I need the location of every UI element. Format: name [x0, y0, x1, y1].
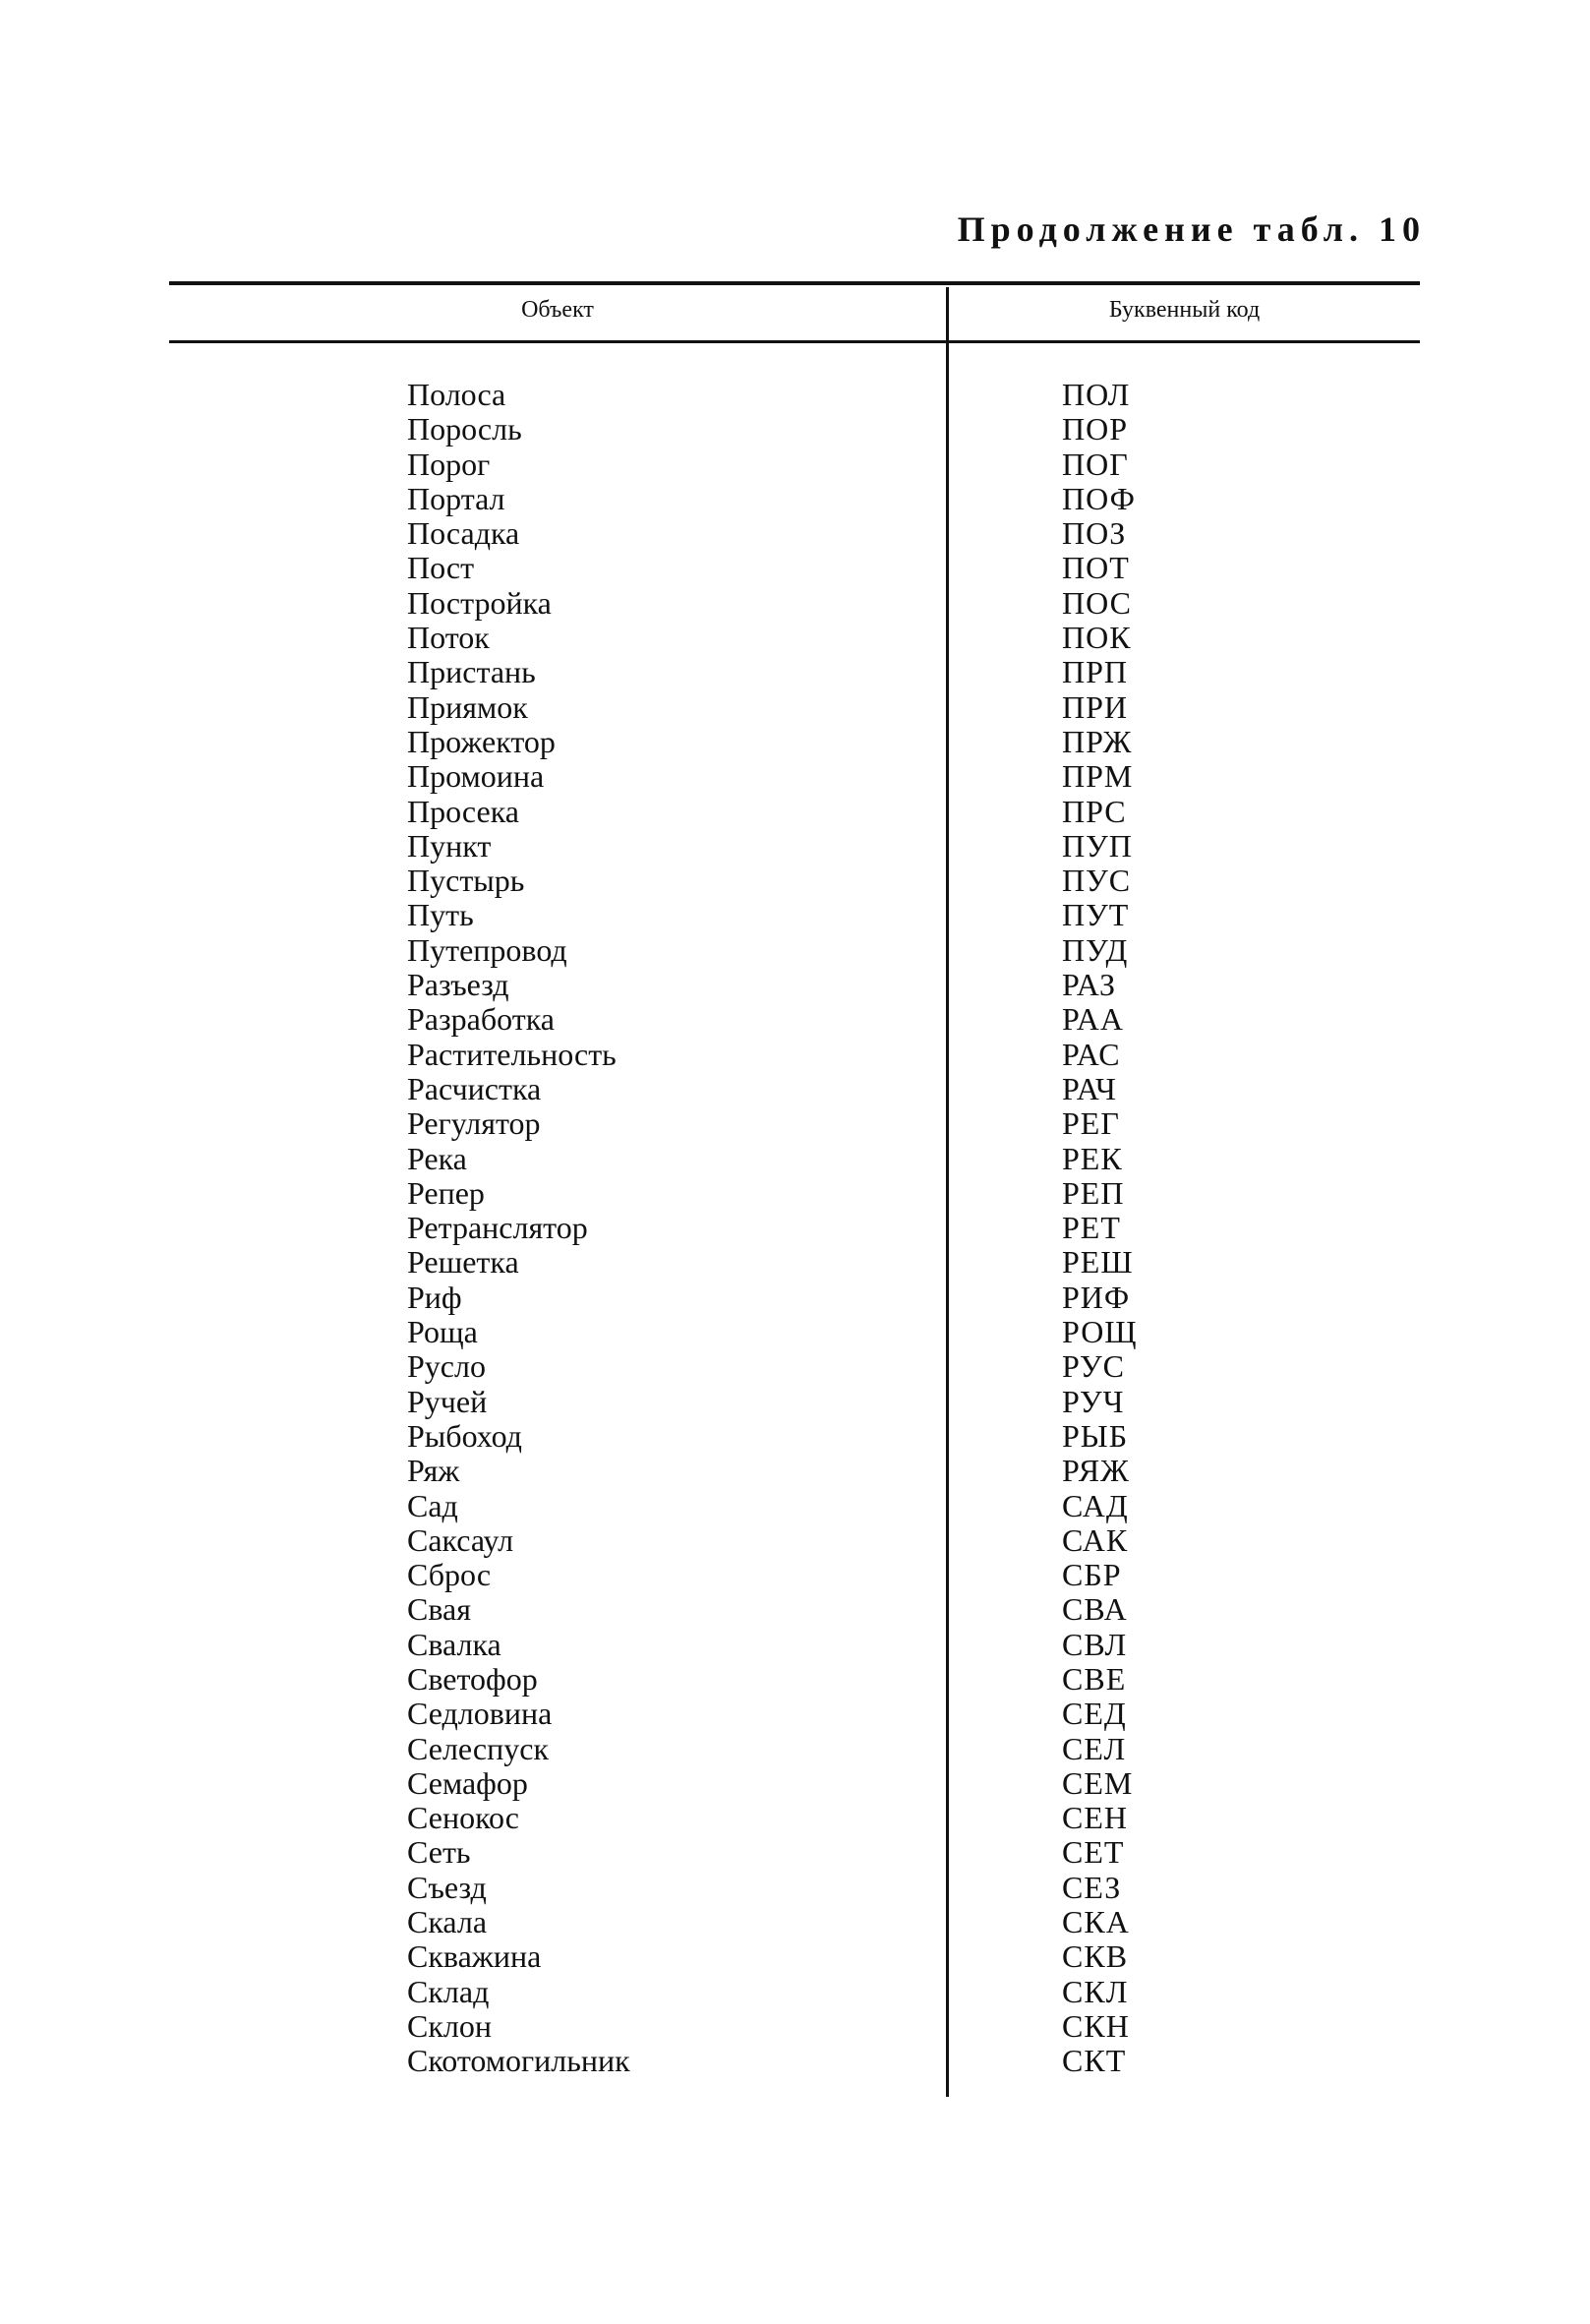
object-cell: Растительность: [407, 1036, 617, 1072]
code-cell: РЕК: [1062, 1140, 1123, 1176]
object-cell: Посадка: [407, 515, 520, 552]
code-cell: СКН: [1062, 2007, 1130, 2044]
object-cell: Порог: [407, 446, 491, 482]
code-cell: ПОЗ: [1062, 515, 1127, 552]
object-cell: Русло: [407, 1348, 486, 1385]
object-cell: Склон: [407, 2007, 492, 2044]
object-cell: Седловина: [407, 1696, 553, 1732]
table-header-rule: [169, 340, 1420, 343]
code-cell: СЕН: [1062, 1800, 1128, 1836]
code-cell: ПУС: [1062, 863, 1132, 899]
code-cell: РАЗ: [1062, 967, 1117, 1003]
code-cell: ПРИ: [1062, 688, 1129, 725]
code-cell: СВЕ: [1062, 1660, 1127, 1697]
object-cell: Рыбоход: [407, 1417, 522, 1454]
object-cell: Портал: [407, 480, 505, 516]
object-cell: Просека: [407, 793, 519, 829]
column-divider: [946, 287, 949, 2097]
code-cell: СБР: [1062, 1557, 1122, 1593]
code-cell: СВЛ: [1062, 1626, 1128, 1662]
object-cell: Регулятор: [407, 1105, 541, 1142]
object-cell: Саксаул: [407, 1521, 514, 1558]
object-cell: Скотомогильник: [407, 2043, 630, 2079]
code-cell: ПОГ: [1062, 446, 1129, 482]
code-cell: ПОР: [1062, 411, 1129, 447]
code-cell: ПОЛ: [1062, 377, 1131, 412]
object-column: [407, 378, 918, 2079]
code-cell: РЫБ: [1062, 1417, 1129, 1454]
object-cell: Расчистка: [407, 1070, 542, 1106]
header-object: Объект: [521, 297, 594, 323]
code-cell: ПОФ: [1062, 480, 1136, 516]
code-cell: РЕП: [1062, 1174, 1125, 1211]
code-cell: РЕШ: [1062, 1244, 1134, 1281]
code-cell: РАА: [1062, 1001, 1124, 1038]
code-cell: СЕТ: [1062, 1834, 1125, 1871]
object-cell: Семафор: [407, 1764, 528, 1801]
object-cell: Сад: [407, 1487, 458, 1523]
code-cell: ПРЖ: [1062, 723, 1133, 759]
object-cell: Ручей: [407, 1383, 488, 1419]
object-cell: Скала: [407, 1904, 488, 1940]
object-cell: Пристань: [407, 654, 536, 690]
object-cell: Решетка: [407, 1244, 519, 1281]
code-cell: ПРП: [1062, 654, 1129, 690]
object-cell: Свалка: [407, 1626, 501, 1662]
object-cell: Сенокос: [407, 1800, 519, 1836]
code-cell: РУЧ: [1062, 1383, 1125, 1419]
object-cell: Сброс: [407, 1557, 492, 1593]
code-cell: СЕЗ: [1062, 1869, 1122, 1905]
code-cell: СКА: [1062, 1904, 1130, 1940]
object-cell: Съезд: [407, 1869, 487, 1905]
code-cell: СЕМ: [1062, 1764, 1134, 1801]
object-cell: Скважина: [407, 1938, 542, 1975]
object-cell: Светофор: [407, 1660, 538, 1697]
object-cell: Приямок: [407, 688, 528, 725]
code-cell: СКТ: [1062, 2043, 1127, 2079]
object-cell: Ретранслятор: [407, 1210, 588, 1246]
object-cell: Путепровод: [407, 931, 567, 968]
object-cell: Путь: [407, 897, 474, 933]
object-cell: Пункт: [407, 827, 492, 864]
code-cell: ПОК: [1062, 620, 1132, 656]
code-cell: СКЛ: [1062, 1973, 1129, 2009]
object-cell: Река: [407, 1140, 467, 1176]
code-cell: ПОТ: [1062, 550, 1130, 586]
object-cell: Поток: [407, 620, 490, 656]
code-cell: САД: [1062, 1487, 1129, 1523]
object-cell: Свая: [407, 1591, 471, 1628]
code-cell: СВА: [1062, 1591, 1128, 1628]
code-cell: ПУТ: [1062, 897, 1130, 933]
object-cell: Селеспуск: [407, 1730, 549, 1766]
code-cell: РАЧ: [1062, 1070, 1117, 1106]
code-cell: СКВ: [1062, 1938, 1129, 1975]
table-top-rule: [169, 281, 1420, 285]
object-cell: Пост: [407, 550, 475, 586]
code-cell: ПУП: [1062, 827, 1133, 864]
object-cell: Роща: [407, 1314, 478, 1350]
object-cell: Прожектор: [407, 723, 556, 759]
object-cell: Постройка: [407, 584, 552, 621]
object-cell: Репер: [407, 1174, 485, 1211]
code-column: [1062, 378, 1357, 2079]
header-code: Буквенный код: [1108, 297, 1261, 323]
code-cell: ПРМ: [1062, 758, 1134, 795]
object-cell: Поросль: [407, 411, 522, 447]
code-cell: РАС: [1062, 1036, 1121, 1072]
code-cell: РИФ: [1062, 1279, 1131, 1315]
code-cell: ПРС: [1062, 793, 1127, 829]
code-cell: СЕЛ: [1062, 1730, 1127, 1766]
object-cell: Промоина: [407, 758, 545, 795]
table-caption: Продолжение табл. 10: [957, 209, 1426, 249]
code-cell: РОЩ: [1062, 1314, 1138, 1350]
code-cell: РЯЖ: [1062, 1453, 1130, 1489]
object-cell: Склад: [407, 1973, 490, 2009]
object-cell: Риф: [407, 1279, 462, 1315]
code-cell: РЕГ: [1062, 1105, 1120, 1142]
object-cell: Разработка: [407, 1001, 555, 1038]
code-cell: ПУД: [1062, 931, 1129, 968]
object-cell: Пустырь: [407, 863, 525, 899]
object-cell: Ряж: [407, 1453, 460, 1489]
code-cell: РЕТ: [1062, 1210, 1121, 1246]
object-cell: Сеть: [407, 1834, 471, 1871]
code-cell: САК: [1062, 1521, 1129, 1558]
code-cell: РУС: [1062, 1348, 1125, 1385]
code-cell: СЕД: [1062, 1696, 1127, 1732]
code-cell: ПОС: [1062, 584, 1132, 621]
object-cell: Разъезд: [407, 967, 509, 1003]
object-cell: Полоса: [407, 377, 506, 412]
